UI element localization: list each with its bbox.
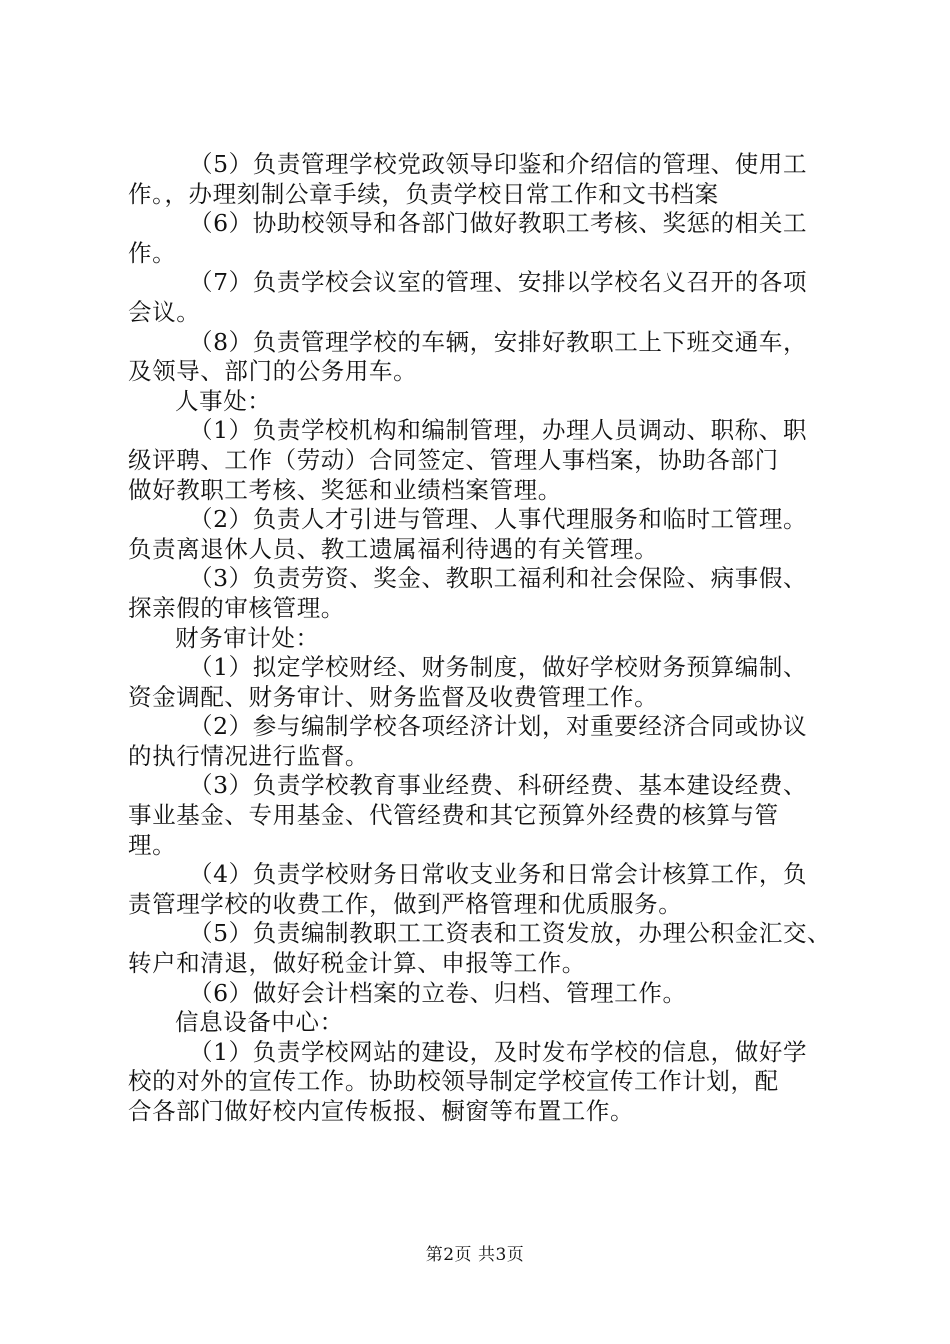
section-heading: 财务审计处： (175, 623, 320, 652)
text-line: 合各部门做好校内宣传板报、橱窗等布置工作。 (128, 1097, 635, 1125)
text-line: 及领导、部门的公务用车。 (128, 357, 418, 386)
text-line: 负责离退休人员、教工遗属福利待遇的有关管理。 (128, 534, 659, 563)
text-line: （6）协助校领导和各部门做好教职工考核、奖惩的相关工 (189, 209, 808, 238)
text-line: 校的对外的宣传工作。协助校领导制定学校宣传工作计划，配 (128, 1067, 779, 1096)
text-line: （1）负责学校机构和编制管理，办理人员调动、职称、职 (189, 416, 808, 445)
text-line: （8）负责管理学校的车辆，安排好教职工上下班交通车， (189, 327, 808, 356)
text-line: 作。 (128, 238, 177, 267)
text-line: （2）参与编制学校各项经济计划，对重要经济合同或协议 (189, 712, 808, 741)
text-line: （1）拟定学校财经、财务制度，做好学校财务预算编制、 (189, 653, 808, 682)
text-line: （3）负责学校教育事业经费、科研经费、基本建设经费、 (189, 771, 808, 800)
text-line: 事业基金、专用基金、代管经费和其它预算外经费的核算与管 (128, 801, 779, 830)
text-line: （1）负责学校网站的建设，及时发布学校的信息，做好学 (189, 1037, 808, 1066)
section-heading: 信息设备中心： (175, 1008, 344, 1037)
text-line: （5）负责管理学校党政领导印鉴和介绍信的管理、使用工 (189, 150, 808, 178)
text-line: 做好教职工考核、奖惩和业绩档案管理。 (128, 475, 562, 504)
text-line: 理。 (128, 830, 177, 859)
text-line: （5）负责编制教职工工资表和工资发放，办理公积金汇交、 (189, 919, 832, 948)
text-line: （7）负责学校会议室的管理、安排以学校名义召开的各项 (189, 268, 808, 297)
document-body (128, 150, 838, 1127)
text-line: 转户和清退，做好税金计算、申报等工作。 (128, 949, 586, 978)
text-line: 资金调配、财务审计、财务监督及收费管理工作。 (128, 682, 659, 711)
text-line: 会议。 (128, 297, 201, 326)
text-line: 作。，办理刻制公章手续，负责学校日常工作和文书档案 (128, 179, 719, 208)
text-line: （2）负责人才引进与管理、人事代理服务和临时工管理。 (189, 505, 808, 534)
page-footer: 第2页 共3页 (425, 1245, 525, 1265)
text-line: （3）负责劳资、奖金、教职工福利和社会保险、病事假、 (189, 564, 808, 593)
text-line: （6）做好会计档案的立卷、归档、管理工作。 (189, 978, 687, 1007)
text-line: 探亲假的审核管理。 (128, 593, 345, 622)
text-line: （4）负责学校财务日常收支业务和日常会计核算工作，负 (189, 860, 808, 889)
text-line: 的执行情况进行监督。 (128, 741, 369, 770)
section-heading: 人事处： (175, 386, 272, 415)
text-line: 责管理学校的收费工作，做到严格管理和优质服务。 (128, 889, 683, 918)
text-line: 级评聘、工作（劳动）合同签定、管理人事档案，协助各部门 (128, 445, 779, 474)
